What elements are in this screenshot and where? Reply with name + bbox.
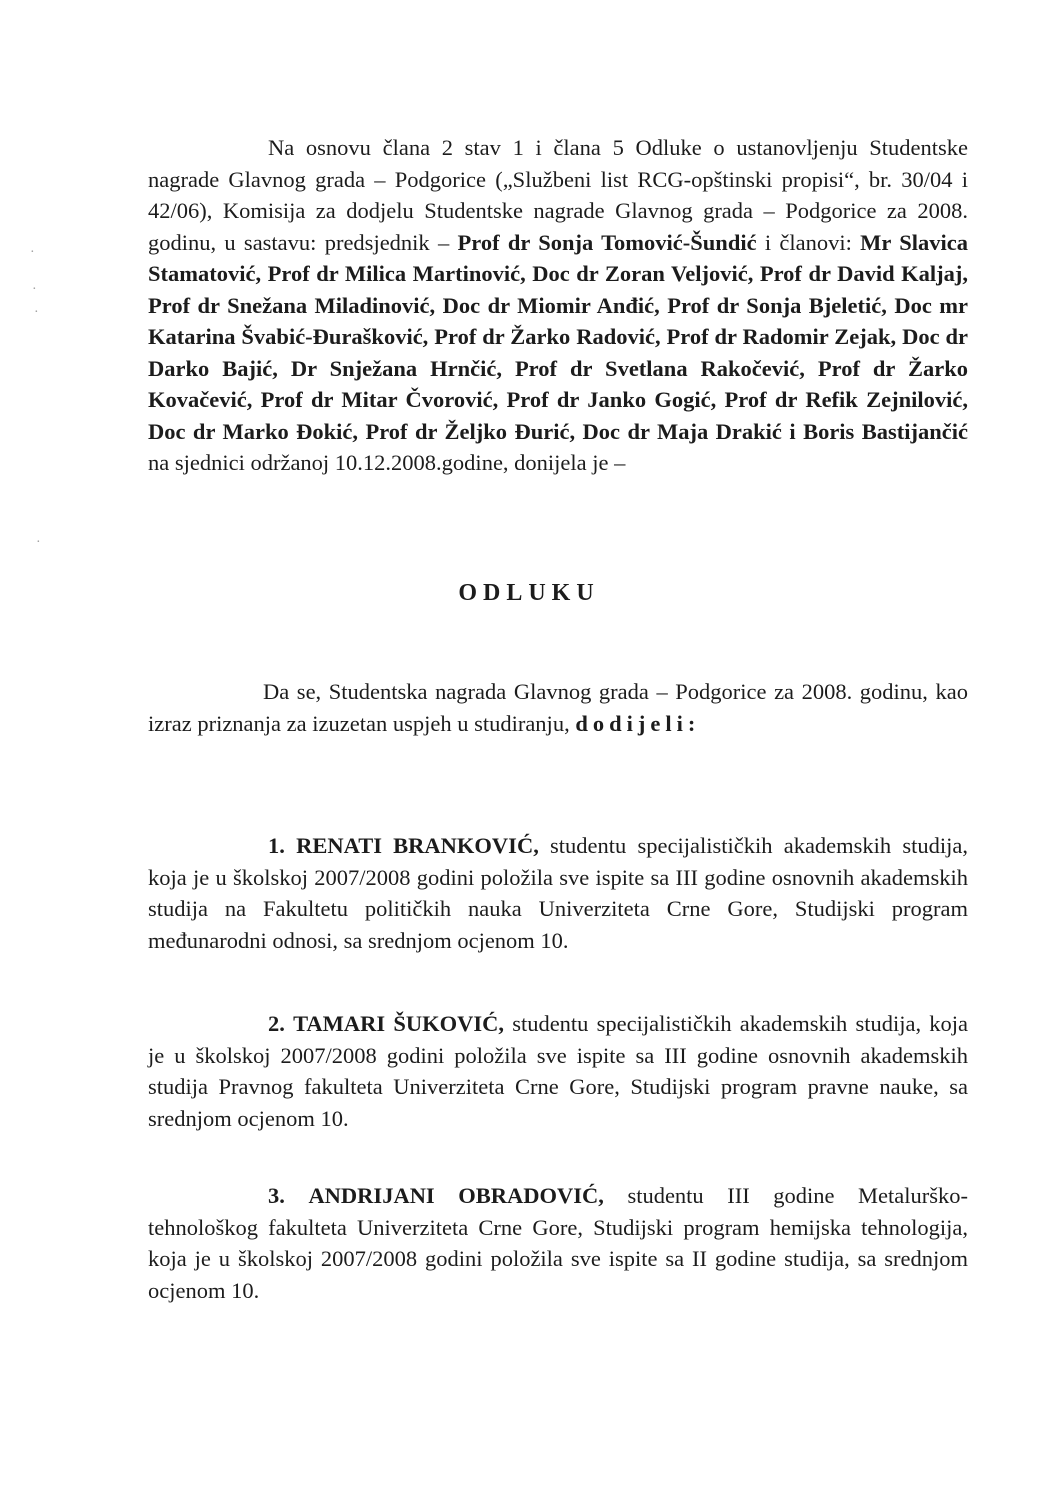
- scan-speck: ·: [32, 282, 37, 297]
- scan-speck: ·: [30, 245, 35, 260]
- award-number: 3.: [268, 1183, 285, 1208]
- award-number: 1.: [268, 833, 285, 858]
- members-list: Mr Slavica Stamatović, Prof dr Milica Martinović, Doc dr Zoran Veljović, Prof dr David Kaljaj, Prof dr Snežana Miladinović, Doc dr Miomir Anđić, Prof dr Sonja Bjeletić, Doc mr Katarina Švabić-Đurašković, Prof dr Žarko Radović, Prof dr Radomir Zejak, Doc dr Darko Bajić, Dr Snježana Hrnčić, Prof dr Svetlana Rakočević, Prof dr Žarko Kovačević, Prof dr Mitar Čvorović, Prof dr Janko Gogić, Prof dr Refik Zejnilović, Doc dr Marko Đokić, Prof dr Željko Đurić, Doc dr Maja Drakić i Boris Bastijančić: [148, 229, 969, 444]
- award-item: [148, 830, 968, 956]
- scan-speck: ·: [34, 305, 39, 320]
- award-number: 2.: [268, 1011, 285, 1036]
- decision-verb: dodijeli:: [575, 710, 701, 736]
- award-description: studentu III godine Metalurško-tehnološkog fakulteta Univerziteta Crne Gore, Studijski program hemijska tehnologija, koja je u školskoj 2007/2008 godini položila sve ispite sa II godine studija, sa srednjom ocjenom 10.: [148, 1183, 969, 1303]
- president-name: Prof dr Sonja Tomović-Šundić: [457, 229, 757, 255]
- decision-text: Da se, Studentska nagrada Glavnog grada – Podgorice za 2008. godinu, kao izraz priznanja za izuzetan uspjeh u studiranju,: [148, 679, 968, 736]
- award-description: studentu specijalističkih akademskih studija, koja je u školskoj 2007/2008 godini položila sve ispite sa III godine osnovnih akademskih studija Pravnog fakulteta Univerziteta Crne Gore, Studijski program pravne nauke, sa srednjom ocjenom 10.: [148, 1011, 968, 1131]
- award-item: [148, 1008, 968, 1134]
- decision-heading: ODLUKU: [458, 580, 600, 606]
- decision-paragraph: [148, 676, 968, 739]
- intro-text-3: na sjednici održanoj 10.12.2008.godine, donijela je –: [148, 450, 626, 475]
- award-recipient-name: TAMARI ŠUKOVIĆ,: [293, 1011, 504, 1036]
- award-recipient-name: RENATI BRANKOVIĆ,: [296, 833, 539, 858]
- intro-text-1: Na osnovu člana 2 stav 1 i člana 5 Odluke o ustanovljenju Studentske nagrade Glavnog grada – Podgorice („Službeni list RCG-opštinski propisi“, br. 30/04 i 42/06), Komisija za dodjelu Studentske nagrade Glavnog grada – Podgorice za 2008. godinu, u sastavu: predsjednik –: [148, 135, 968, 255]
- award-description: studentu specijalističkih akademskih studija, koja je u školskoj 2007/2008 godini položila sve ispite sa III godine osnovnih akademskih studija na Fakultetu političkih nauka Univerziteta Crne Gore, Studijski program međunarodni odnosi, sa srednjom ocjenom 10.: [148, 833, 969, 953]
- award-item: [148, 1180, 968, 1306]
- intro-text-2: i članovi:: [756, 229, 861, 255]
- award-recipient-name: ANDRIJANI OBRADOVIĆ,: [308, 1183, 604, 1208]
- intro-paragraph: [148, 132, 968, 479]
- scan-speck: ·: [36, 535, 41, 550]
